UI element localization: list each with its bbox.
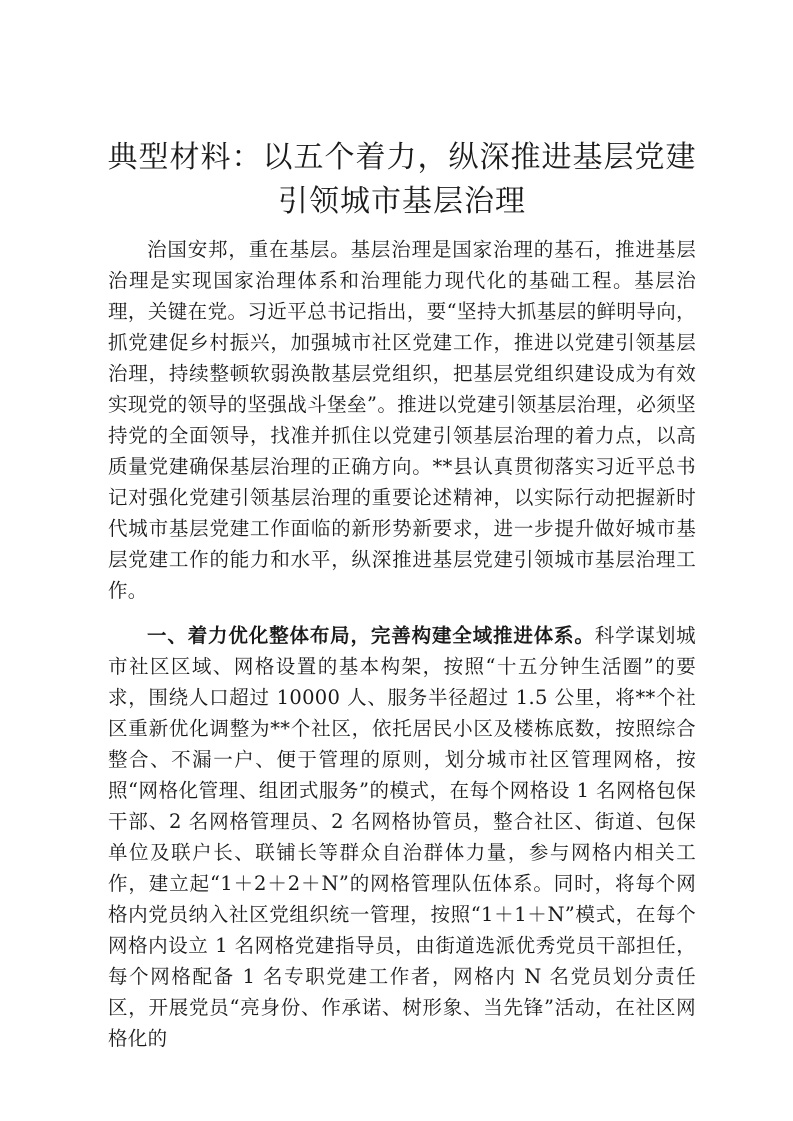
paragraph-section-1 <box>108 620 696 1054</box>
paragraph-text: 科学谋划城市社区区域、网格设置的基本构架，按照“十五分钟生活圈”的要求，围绕人口超过 10000 人、服务半径超过 1.5 公里，将**个社区重新优化调整为**个社区，依托居民小区及楼栋底数，按照综合整合、不漏一户、便于管理的原则，划分城市社区管理网格，按照“网格化管理、组团式服务”的模式，在每个网格设 1 名网格包保干部、2 名网格管理员、2 名网格协管员，整合社区、街道、包保单位及联户长、联铺长等群众自治群体力量，参与网格内相关工作，建立起“1＋2＋2＋N”的网格管理队伍体系。同时，将每个网格内党员纳入社区党组织统一管理，按照“1＋1＋N”模式，在每个网格内设立 1 名网格党建指导员，由街道选派优秀党员干部担任，每个网格配备 1 名专职党建工作者，网格内 N 名党员划分责任区，开展党员“亮身份、作承诺、树形象、当先锋”活动，在社区网格化的 <box>108 624 696 1050</box>
paragraph-text: 治国安邦，重在基层。基层治理是国家治理的基石，推进基层治理是实现国家治理体系和治理能力现代化的基础工程。基层治理，关键在党。习近平总书记指出，要“坚持大抓基层的鲜明导向，抓党建促乡村振兴，加强城市社区党建工作，推进以党建引领基层治理，持续整顿软弱涣散基层党组织，把基层党组织建设成为有效实现党的领导的坚强战斗堡垒”。推进以党建引领基层治理，必须坚持党的全面领导，找准并抓住以党建引领基层治理的着力点，以高质量党建确保基层治理的正确方向。**县认真贯彻落实习近平总书记对强化党建引领基层治理的重要论述精神，以实际行动把握新时代城市基层党建工作面临的新形势新要求，进一步提升做好城市基层党建工作的能力和水平，纵深推进基层党建引领城市基层治理工作。 <box>108 238 696 602</box>
document-page <box>108 136 696 1068</box>
paragraph-intro <box>108 234 696 606</box>
document-title: 典型材料：以五个着力，纵深推进基层党建引领城市基层治理 <box>107 140 697 219</box>
section-heading: 一、着力优化整体布局，完善构建全域推进体系。 <box>147 624 595 647</box>
